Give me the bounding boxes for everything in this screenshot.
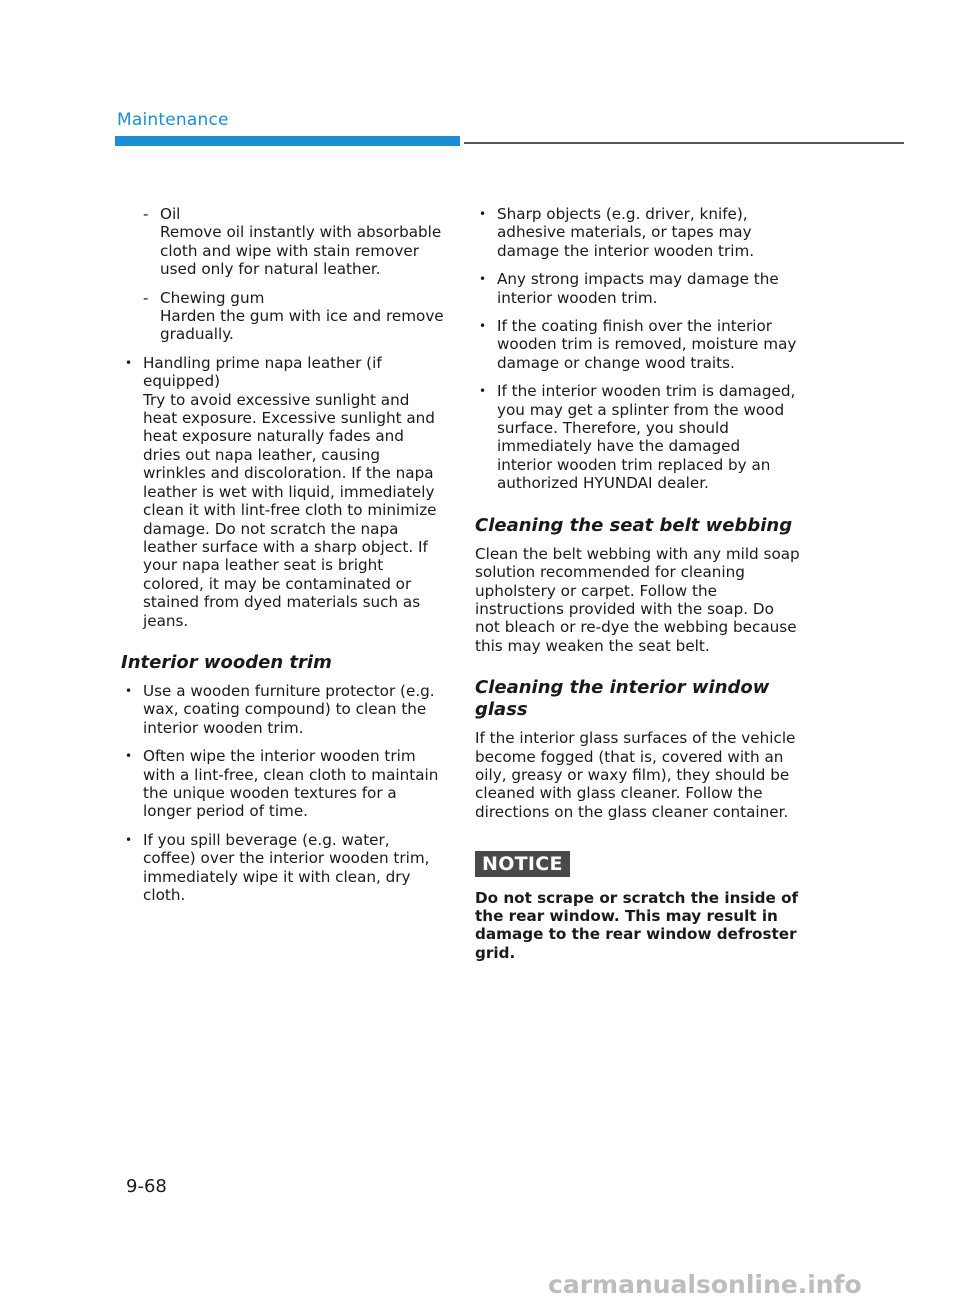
window-glass-text: If the interior glass surfaces of the vehicle become fogged (that is, covered with an oily, greasy or waxy film), they should be cleaned with glass cleaner. Follow the directions on the glass cleaner container. [475,729,796,821]
oil-item [121,205,446,223]
seat-belt-text: Clean the belt webbing with any mild soap solution recommended for cleaning upholstery or carpet. Follow the instructions provided with the soap. Do not bleach or re-dye the webbing because this may weaken the seat belt. [475,544,800,655]
window-glass-heading: Cleaning the interior window glass [475,677,770,721]
watermark: carmanualsonline.info [548,1270,862,1299]
list-item [475,382,800,492]
notice-tag: NOTICE [475,851,570,876]
list-item-text: If the coating finish over the interior wooden trim is removed, moisture may damage or change wood traits. [497,317,797,372]
list-item [475,317,800,372]
bullet-marker: • [125,355,133,370]
gum-item [121,289,446,307]
list-item [121,747,446,821]
list-item [475,205,800,260]
bullet-marker: • [125,832,133,847]
dash-marker: - [143,288,149,307]
bullet-marker: • [125,749,133,764]
bullet-marker: • [479,207,487,221]
bullet-marker: • [479,319,487,334]
oil-label: Oil [160,205,181,223]
section-title: Maintenance [117,110,229,130]
bullet-marker: • [479,272,487,287]
header-rule [464,142,904,144]
header-accent-bar [115,136,460,146]
dash-marker: - [143,205,149,223]
bullet-marker: • [125,683,133,698]
wooden-trim-heading: Interior wooden trim [121,651,332,673]
list-item [121,682,446,737]
oil-text: Remove oil instantly with absorbable cloth and wipe with stain remover used only for natural leather. [160,223,442,279]
napa-label: Handling prime napa leather (if equipped) [143,353,382,391]
right-column [475,205,800,962]
list-item-text: Sharp objects (e.g. driver, knife), adhesive materials, or tapes may damage the interior wooden trim. [497,205,755,260]
list-item-text: Often wipe the interior wooden trim with a lint-free, clean cloth to maintain the unique wooden textures for a longer period of time. [143,747,439,821]
napa-item [121,354,446,391]
gum-text: Harden the gum with ice and remove gradually. [160,307,444,344]
list-item-text: Use a wooden furniture protector (e.g. wax, coating compound) to clean the interior wooden trim. [143,681,435,737]
notice-text: Do not scrape or scratch the inside of the rear window. This may result in damage to the rear window defroster grid. [475,888,799,962]
list-item [121,831,446,905]
list-item-text: If the interior wooden trim is damaged, you may get a splinter from the wood surface. Therefore, you should immediately have the damaged interior wooden trim replaced by an authorized HYUNDAI dealer. [497,382,796,493]
napa-text: Try to avoid excessive sunlight and heat exposure. Excessive sunlight and heat exposure naturally fades and dries out napa leather, causing wrinkles and discoloration. If the napa leather is wet with liquid, immediately clean it with lint-free cloth to minimize damage. Do not scratch the napa leather surface with a sharp object. If your napa leather seat is bright colored, it may be contaminated or stained from dyed materials such as jeans. [143,390,437,630]
list-item-text: If you spill beverage (e.g. water, coffee) over the interior wooden trim, immediately wipe it with clean, dry cloth. [143,830,430,904]
seat-belt-heading: Cleaning the seat belt webbing [475,514,793,536]
bullet-marker: • [479,384,487,399]
list-item-text: Any strong impacts may damage the interior wooden trim. [497,270,779,307]
gum-label: Chewing gum [160,288,265,307]
page-number: 9-68 [126,1176,167,1197]
left-column [121,205,446,904]
list-item [475,270,800,307]
